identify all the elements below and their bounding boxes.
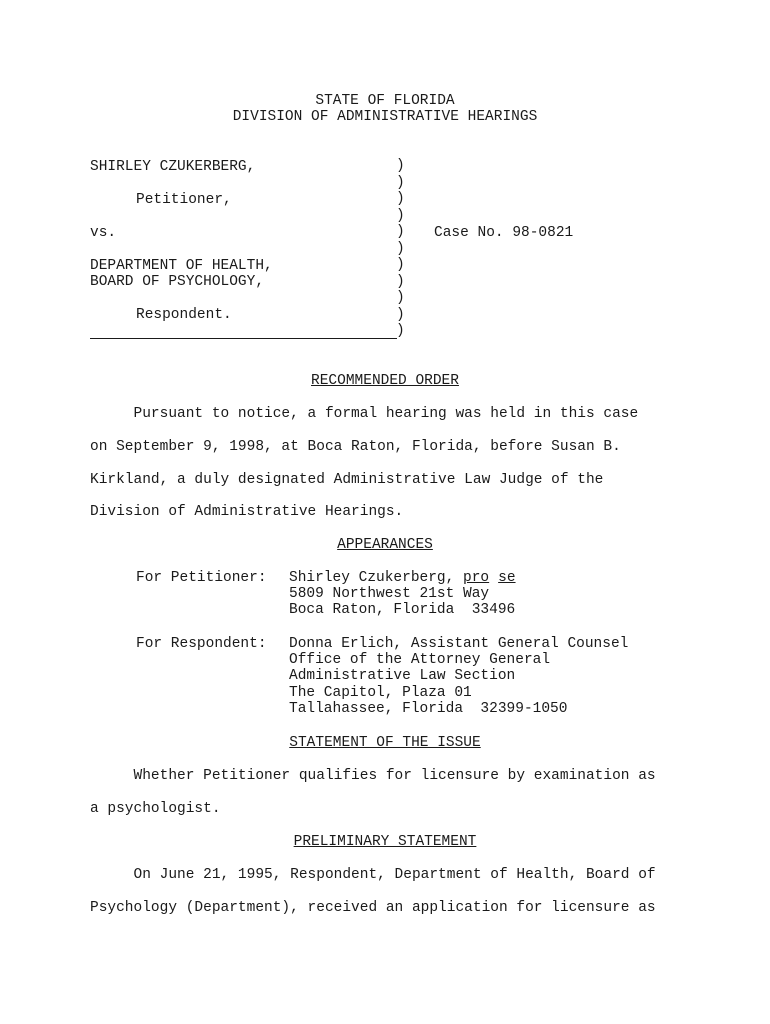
respondent-counsel-line: The Capitol, Plaza 01 — [289, 685, 472, 701]
petitioner-label: For Petitioner: — [136, 570, 267, 586]
header-state: STATE OF FLORIDA — [315, 93, 455, 109]
case-number: Case No. 98-0821 — [434, 225, 574, 241]
caption-parentheses: ) ) ) ) ) ) ) ) ) ) ) — [396, 158, 405, 339]
se-text: se — [498, 570, 516, 586]
respondent-label: For Respondent: — [136, 636, 267, 652]
caption-respondent-line2: BOARD OF PSYCHOLOGY, — [90, 274, 265, 290]
petitioner-counsel-name — [289, 570, 516, 587]
caption-petitioner-role: Petitioner, — [136, 192, 232, 208]
preliminary-heading: PRELIMINARY STATEMENT — [293, 834, 477, 850]
issue-line: a psychologist. — [90, 801, 221, 817]
caption-rule — [90, 338, 397, 339]
respondent-counsel-line: Donna Erlich, Assistant General Counsel — [289, 636, 629, 652]
order-para-line: Kirkland, a duly designated Administrative Law Judge of the — [90, 472, 604, 488]
respondent-counsel-line: Office of the Attorney General — [289, 652, 551, 668]
petitioner-name: Shirley Czukerberg, — [289, 570, 464, 586]
caption-petitioner-name: SHIRLEY CZUKERBERG, — [90, 159, 256, 175]
appearances-heading: APPEARANCES — [337, 537, 433, 553]
order-para-line: Division of Administrative Hearings. — [90, 504, 404, 520]
petitioner-address-line: Boca Raton, Florida 33496 — [289, 602, 516, 618]
issue-heading: STATEMENT OF THE ISSUE — [289, 735, 481, 751]
order-para-line: on September 9, 1998, at Boca Raton, Florida, before Susan B. — [90, 439, 621, 455]
preliminary-line: On June 21, 1995, Respondent, Department of Health, Board of — [90, 867, 656, 883]
recommended-order-heading: RECOMMENDED ORDER — [311, 373, 459, 389]
caption-respondent-line1: DEPARTMENT OF HEALTH, — [90, 258, 273, 274]
caption-respondent-role: Respondent. — [136, 307, 232, 323]
respondent-counsel-line: Administrative Law Section — [289, 668, 516, 684]
pro-text: pro — [463, 570, 490, 586]
caption-versus: vs. — [90, 225, 117, 241]
respondent-counsel-line: Tallahassee, Florida 32399-1050 — [289, 701, 568, 717]
issue-line: Whether Petitioner qualifies for licensure by examination as — [90, 768, 656, 784]
order-para-line: Pursuant to notice, a formal hearing was held in this case — [90, 406, 639, 422]
petitioner-address-line: 5809 Northwest 21st Way — [289, 586, 490, 602]
preliminary-line: Psychology (Department), received an application for licensure as — [90, 900, 656, 916]
header-division: DIVISION OF ADMINISTRATIVE HEARINGS — [232, 109, 538, 125]
